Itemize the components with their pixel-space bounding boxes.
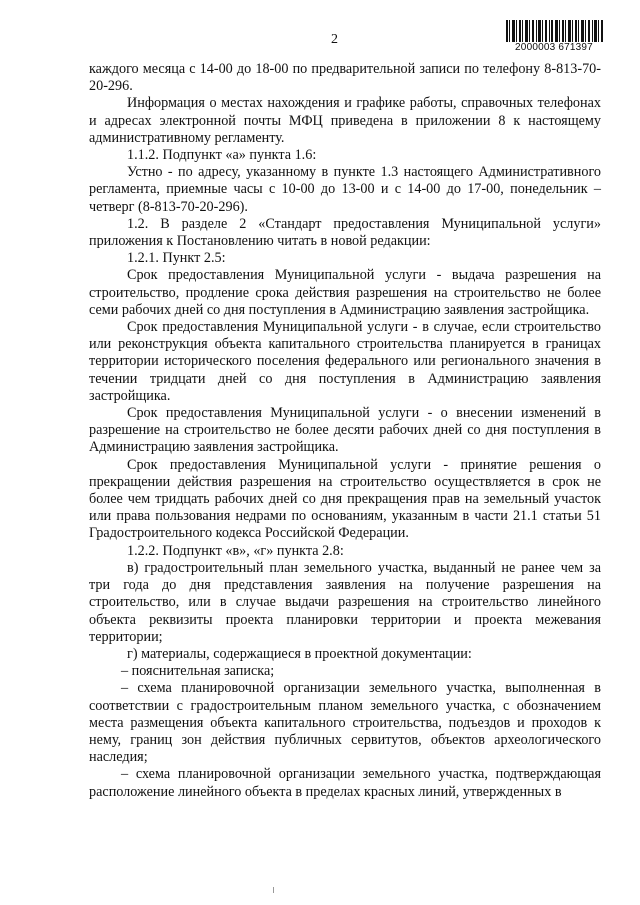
paragraph: Срок предоставления Муниципальной услуги - в случае, если строительство или реконструкция объекта капитального строительства планируется в границах территории исторического поселения федерального или регионального значения в течении тридцати дней со дня поступления в Администрацию заявления застройщика. (89, 319, 601, 404)
paragraph: Срок предоставления Муниципальной услуги - выдача разрешения на строительство, продление срока действия разрешения на строительство не более семи рабочих дней со дня поступления в Администрацию заявления застройщика. (89, 267, 601, 318)
barcode (504, 20, 604, 54)
paragraph: 1.2. В разделе 2 «Стандарт предоставления Муниципальной услуги» приложения к Постановлению читать в новой редакции: (89, 215, 601, 250)
scan-mark (273, 887, 274, 893)
list-item: – пояснительная записка; (121, 663, 275, 680)
paragraph: Информация о местах нахождения и графике работы, справочных телефонах и адресах электронной почты МФЦ приведена в приложении 8 к настоящему административному регламенту. (89, 95, 601, 146)
paragraph: Срок предоставления Муниципальной услуги - о внесении изменений в разрешение на строительство не более десяти рабочих дней со дня поступления в Администрацию заявления застройщика. (89, 405, 601, 456)
paragraph: 1.2.2. Подпункт «в», «г» пункта 2.8: (127, 542, 344, 559)
paragraph: Срок предоставления Муниципальной услуги - принятие решения о прекращении действия разрешения на строительство осуществляется в срок не более чем тридцать рабочих дней со дня прекращения прав на земельный участок или права пользования недрами по основаниям, указанным в части 21.1 статьи 51 Градостроительного кодекса Российской Федерации. (89, 456, 601, 542)
paragraph: Устно - по адресу, указанному в пункте 1.3 настоящего Административного регламента, приемные часы с 10-00 до 13-00 и с 14-00 до 17-00, понедельник – четверг (8-813-70-20-296). (89, 164, 601, 215)
page-number: 2 (331, 32, 338, 47)
paragraph: в) градостроительный план земельного участка, выданный не ранее чем за три года до дня представления заявления на получение разрешения на строительство, или в случае выдачи разрешения на строительство линейного объекта реквизиты проекта планировки территории и проекта межевания территории; (89, 559, 601, 645)
paragraph: г) материалы, содержащиеся в проектной документации: (127, 645, 472, 662)
barcode-icon (504, 20, 604, 42)
paragraph: каждого месяца с 14-00 до 18-00 по предварительной записи по телефону 8-813-70-20-296. (89, 61, 601, 95)
document-body (89, 61, 601, 801)
paragraph: 1.1.2. Подпункт «а» пункта 1.6: (127, 147, 317, 164)
list-item: – схема планировочной организации земельного участка, подтверждающая расположение линейного объекта в пределах красных линий, утвержденных в (89, 766, 601, 800)
list-item: – схема планировочной организации земельного участка, выполненная в соответствии с градостроительным планом земельного участка, с обозначением места размещения объекта капитального строительства, подъездов и проходов к нему, границ зон действия публичных сервитутов, объектов археологического наследия; (89, 680, 601, 766)
barcode-number: 2000003 671397 (515, 42, 593, 53)
paragraph: 1.2.1. Пункт 2.5: (127, 250, 226, 267)
